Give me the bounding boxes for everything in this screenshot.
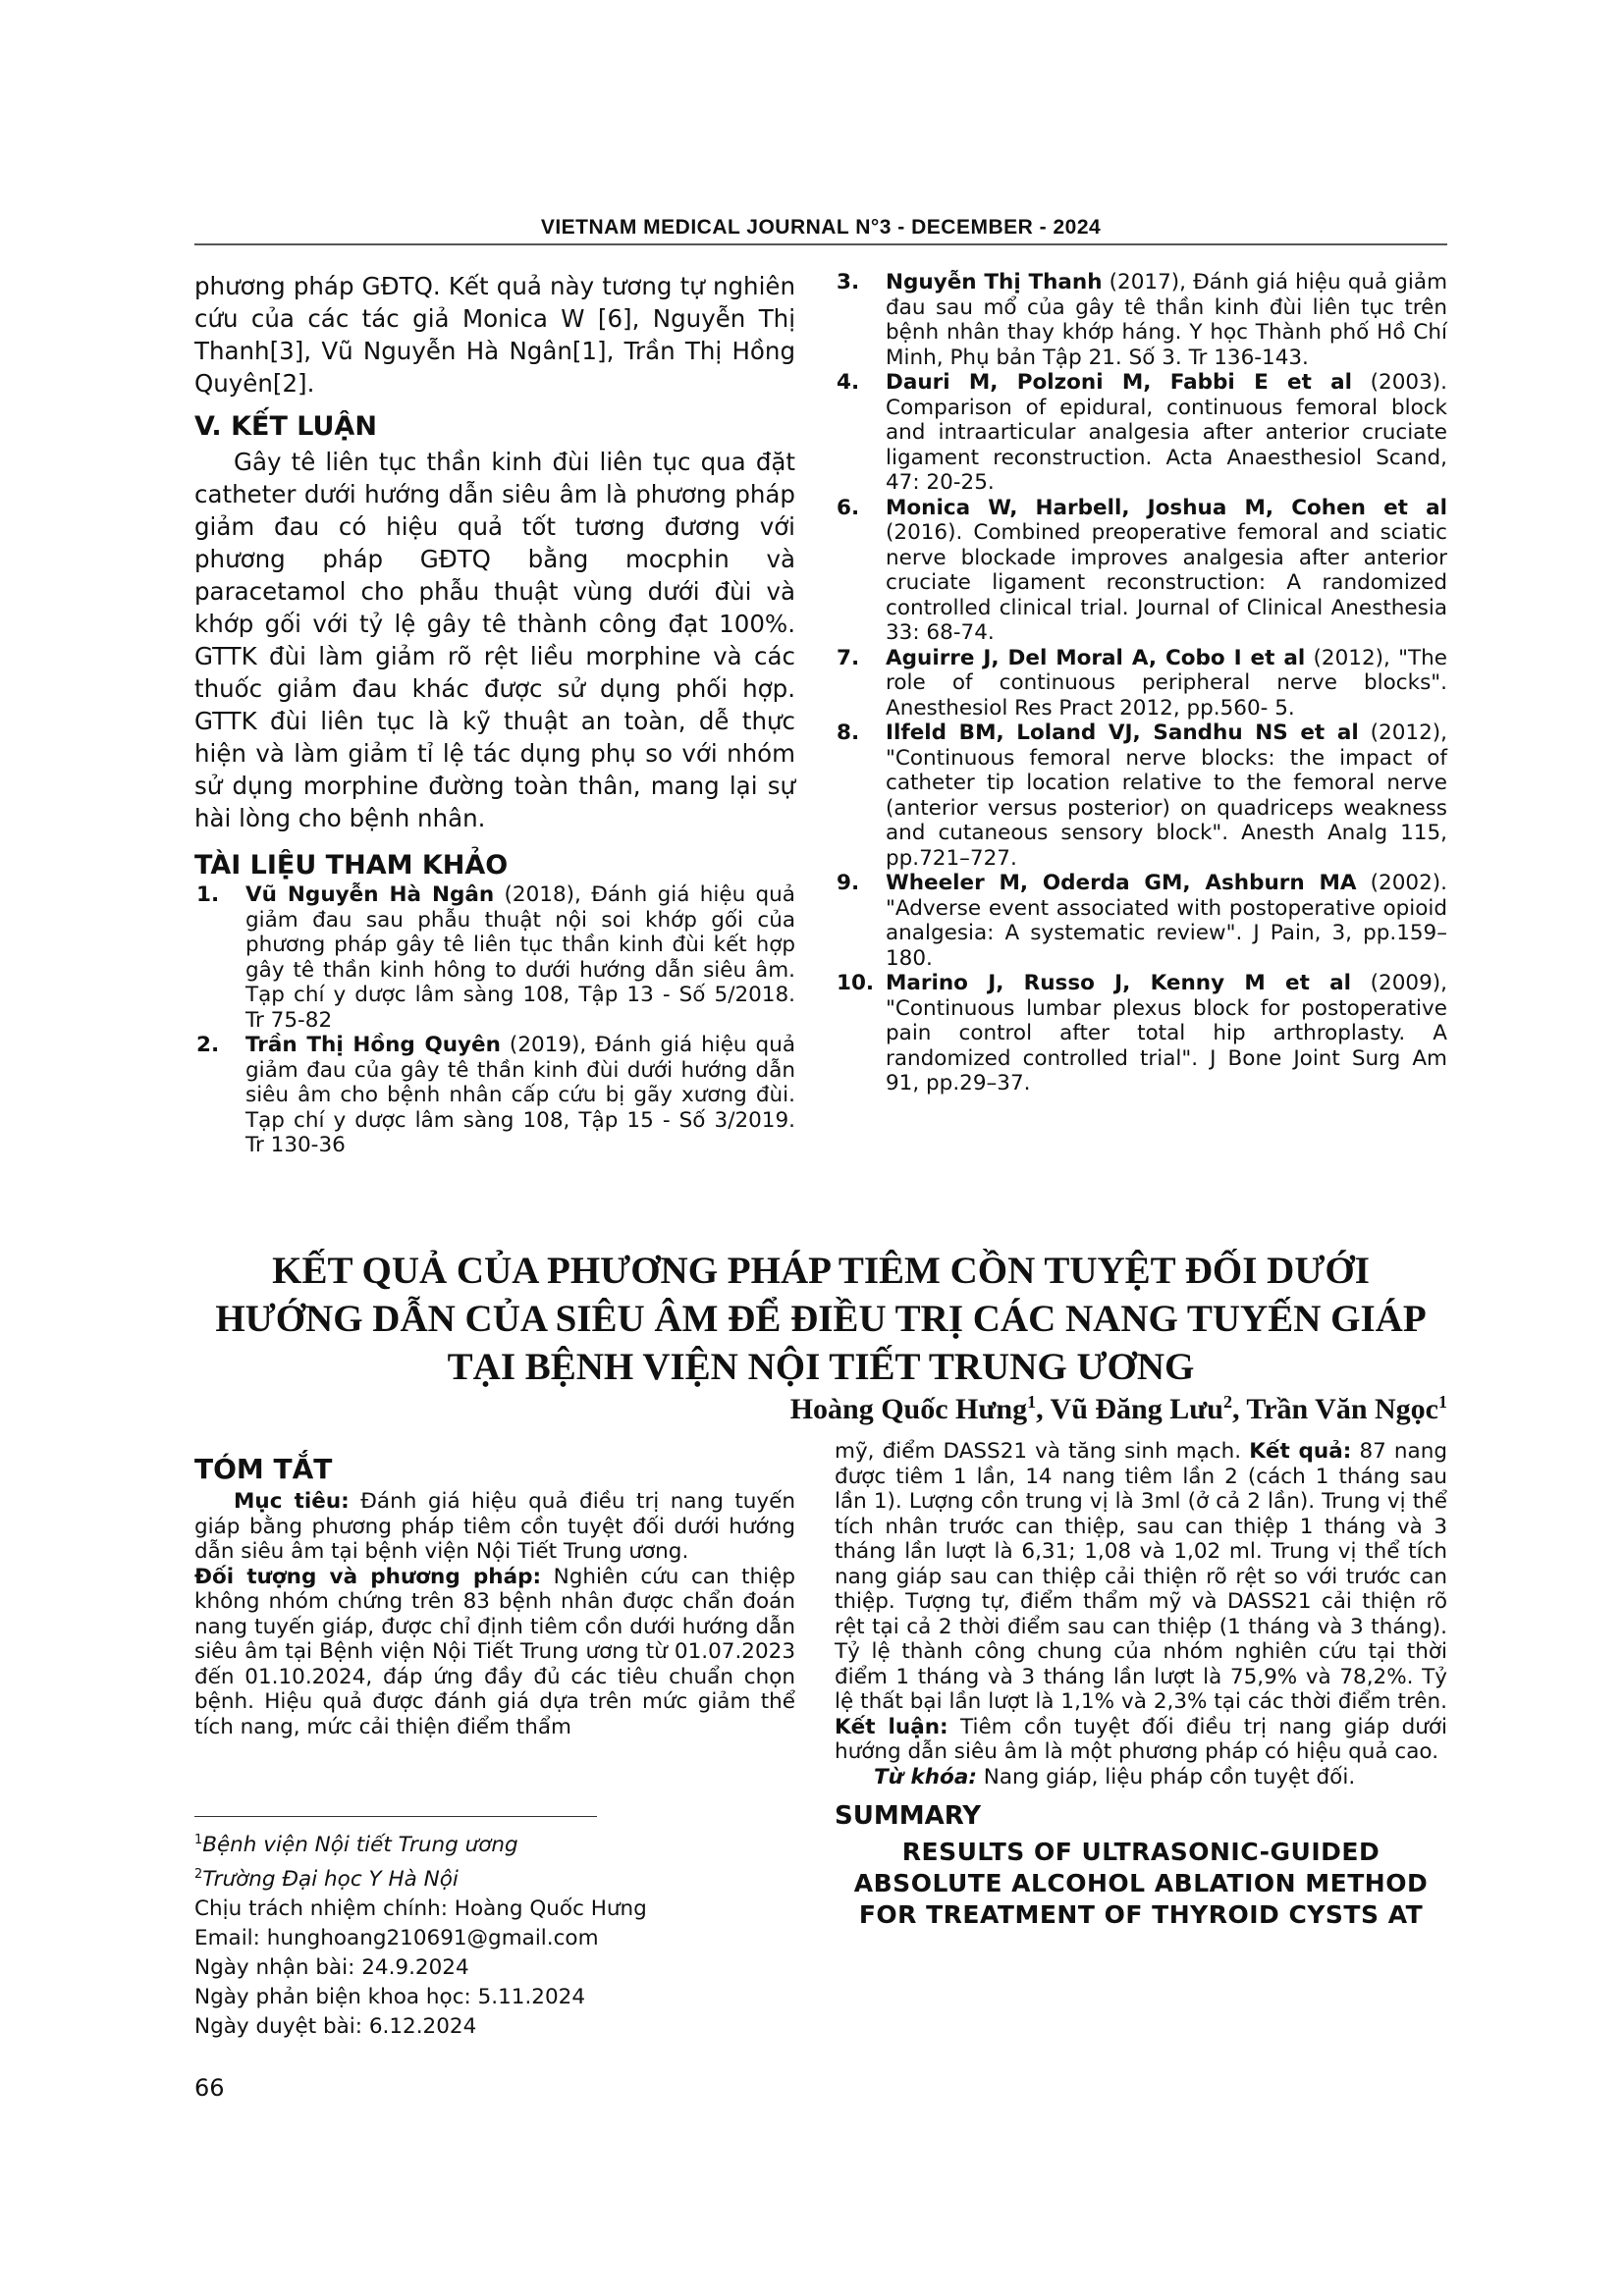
author-name: Trần Văn Ngọc [1246, 1393, 1438, 1425]
article-title-line: KẾT QUẢ CỦA PHƯƠNG PHÁP TIÊM CỒN TUYỆT ĐỐI DƯỚI [272, 1250, 1370, 1292]
abstract-label: Đối tượng và phương pháp: [194, 1564, 542, 1589]
abstract-heading: TÓM TẮT [194, 1453, 333, 1485]
reference-text: (2012), "Continuous femoral nerve blocks: the impact of catheter tip location relative to the femoral nerve (anterior versus posterior) on quadriceps weakness and cutaneous sensory block". Anesth Analg 115, pp.721–727. [886, 721, 1447, 871]
author-affiliation-mark: 1 [1438, 1392, 1447, 1412]
reference-text: (2003). Comparison of epidural, continuous femoral block and intraarticular analgesia after anterior cruciate ligament reconstruction. Acta Anaesthesiol Scand, 47: 20-25. [886, 370, 1447, 495]
reference-item [835, 496, 1447, 646]
abstract-label: Kết quả: [1249, 1439, 1352, 1464]
author-separator: , [1036, 1393, 1051, 1425]
author-list [790, 1392, 1447, 1426]
summary-title-line: ABSOLUTE ALCOHOL ABLATION METHOD [853, 1869, 1429, 1897]
reference-item [835, 270, 1447, 370]
reference-number: 6. [837, 495, 860, 520]
summary-title-line: FOR TREATMENT OF THYROID CYSTS AT [858, 1900, 1424, 1929]
summary-title [835, 1837, 1447, 1931]
abstract-results [835, 1439, 1447, 1765]
footnotes [194, 1826, 647, 2042]
conclusion-text: Gây tê liên tục thần kinh đùi liên tục qua đặt catheter dưới hướng dẫn siêu âm là phương pháp giảm đau có hiệu quả tốt tương đương với phương pháp GĐTQ bằng mocphin và paracetamol cho phẫu thuật vùng dưới đùi và khớp gối với tỷ lệ gây tê thành công đạt 100%. GTTK đùi làm giảm rõ rệt liều morphine và các thuốc giảm đau khác được sử dụng phối hợp. GTTK đùi liên tục là kỹ thuật an toàn, dễ thực hiện và làm giảm tỉ lệ tác dụng phụ so với nhóm sử dụng morphine đường toàn thân, mang lại sự hài lòng cho bệnh nhân. [194, 448, 795, 832]
summary-heading: SUMMARY [835, 1801, 982, 1831]
abstract-objective [194, 1489, 795, 1565]
author-name: Vũ Đăng Lưu [1050, 1393, 1223, 1425]
reference-text: (2012), "The role of continuous peripheral nerve blocks". Anesthesiol Res Pract 2012, pp.560- 5. [886, 645, 1448, 721]
reference-author: Trần Thị Hồng Quyên [245, 1033, 501, 1057]
author-affiliation-mark: 2 [1222, 1392, 1232, 1412]
summary-title-line: RESULTS OF ULTRASONIC-GUIDED [901, 1838, 1380, 1866]
author-affiliation-mark: 1 [1027, 1392, 1037, 1412]
corresponding-email: Email: hunghoang210691@gmail.com [194, 1926, 599, 1951]
abstract-label: Từ khóa: [874, 1764, 977, 1789]
reference-author: Aguirre J, Del Moral A, Cobo I et al [886, 645, 1306, 670]
abstract-text: 87 nang được tiêm 1 lần, 14 nang tiêm lần 2 (cách 1 tháng sau lần 1). Lượng cồn trung vị là 3ml (ở cả 2 lần). Trung vị thể tích nhân trước can thiệp, sau can thiệp 1 tháng và 3 tháng lần lượt là 6,31; 1,08 và 1,02 ml. Trung vị thể tích nang giáp sau can thiệp cải thiện rõ rệt so với trước can thiệp. Tượng tự, điểm thẩm mỹ và DASS21 cải thiện rõ rệt tại cả 2 thời điểm sau can thiệp (1 tháng và 3 tháng). Tỷ lệ thành công chung của nhóm nghiên cứu tại thời điểm 1 tháng và 3 tháng lần lượt là 75,9% và 78,2%. Tỷ lệ thất bại lần lượt là 1,1% và 2,3% tại các thời điểm trên. [835, 1439, 1447, 1714]
abstract-methods [194, 1565, 795, 1740]
journal-header: VIETNAM MEDICAL JOURNAL N°3 - DECEMBER - 2024 [540, 216, 1102, 239]
reference-number: 3. [837, 270, 860, 294]
reference-item [194, 1033, 795, 1158]
footnote-mark: 2 [194, 1867, 203, 1883]
reference-author: Vũ Nguyễn Hà Ngân [245, 882, 495, 907]
reference-number: 2. [196, 1033, 220, 1057]
corresponding-author: Chịu trách nhiệm chính: Hoàng Quốc Hưng [194, 1896, 647, 1922]
reference-item [835, 370, 1447, 496]
reference-item [835, 646, 1447, 721]
page-number: 66 [194, 2074, 225, 2102]
reference-text: (2016). Combined preoperative femoral and sciatic nerve blockade improves analgesia after anterior cruciate ligament reconstruction: A randomized controlled clinical trial. Journal of Clinical Anesthesia 33: 68-74. [886, 520, 1447, 645]
reference-author: Monica W, Harbell, Joshua M, Cohen et al [886, 495, 1447, 520]
reference-author: Ilfeld BM, Loland VJ, Sandhu NS et al [886, 721, 1359, 745]
header-rule [194, 243, 1447, 245]
affiliation-2 [194, 1860, 647, 1895]
abstract-right [835, 1439, 1447, 1931]
conclusion-heading: V. KẾT LUẬN [194, 411, 377, 442]
reference-text: (2002). "Adverse event associated with postoperative opioid analgesia: A systematic review". J Pain, 3, pp.159–180. [886, 871, 1447, 971]
affiliation-1 [194, 1826, 647, 1860]
abstract-text: Tiêm cồn tuyệt đối điều trị nang giáp dưới hướng dẫn siêu âm là một phương pháp có hiệu quả cao. [835, 1714, 1448, 1764]
footnote-mark: 1 [194, 1833, 203, 1847]
abstract-text: mỹ, điểm DASS21 và tăng sinh mạch. [835, 1439, 1250, 1464]
references-heading: TÀI LIỆU THAM KHẢO [194, 850, 509, 881]
reference-text: (2009), "Continuous lumbar plexus block for postoperative pain control after total hip arthroplasty. A randomized controlled trial". J Bone Joint Surg Am 91, pp.29–37. [886, 971, 1447, 1095]
abstract-label: Mục tiêu: [234, 1489, 350, 1514]
date-accepted: Ngày duyệt bài: 6.12.2024 [194, 2014, 477, 2040]
reference-number: 9. [837, 871, 860, 895]
reference-item [835, 871, 1447, 971]
left-column-top [194, 270, 795, 1158]
reference-item [835, 971, 1447, 1096]
author-separator: , [1231, 1393, 1247, 1425]
footnote-rule [194, 1816, 597, 1817]
footnote-text: Bệnh viện Nội tiết Trung ương [202, 1833, 518, 1858]
references-left [194, 882, 795, 1158]
reference-author: Marino J, Russo J, Kenny M et al [886, 971, 1352, 995]
abstract-text: Đánh giá hiệu quả điều trị nang tuyến giáp bằng phương pháp tiêm cồn tuyệt đối dưới hướng dẫn siêu âm tại bệnh viện Nội Tiết Trung ương. [194, 1489, 795, 1564]
references-right [835, 270, 1447, 1096]
abstract-text: Nang giáp, liệu pháp cồn tuyệt đối. [976, 1764, 1356, 1789]
reference-text: (2017), Đánh giá hiệu quả giảm đau sau mổ của gây tê thần kinh đùi liên tục trên bệnh nhân thay khớp háng. Y học Thành phố Hồ Chí Minh, Phụ bản Tập 21. Số 3. Tr 136-143. [886, 270, 1448, 370]
reference-number: 1. [196, 882, 220, 907]
abstract-label: Kết luận: [835, 1714, 948, 1739]
reference-number: 10. [837, 971, 875, 995]
abstract-text: Nghiên cứu can thiệp không nhóm chứng trên 83 bệnh nhân được chẩn đoán nang tuyến giáp, được chỉ định tiêm cồn dưới hướng dẫn siêu âm tại Bệnh viện Nội Tiết Trung ương từ 01.07.2023 đến 01.10.2024, đáp ứng đầy đủ các tiêu chuẩn chọn bệnh. Hiệu quả được đánh giá dựa trên mức giảm thể tích nang, mức cải thiện điểm thẩm [194, 1564, 795, 1739]
right-column-references [835, 270, 1447, 1096]
author-name: Hoàng Quốc Hưng [789, 1393, 1028, 1425]
article-title-line: HƯỚNG DẪN CỦA SIÊU ÂM ĐỂ ĐIỀU TRỊ CÁC NANG TUYẾN GIÁP [215, 1298, 1427, 1340]
reference-author: Dauri M, Polzoni M, Fabbi E et al [886, 370, 1353, 395]
reference-item [835, 721, 1447, 871]
date-reviewed: Ngày phản biện khoa học: 5.11.2024 [194, 1985, 586, 2010]
abstract-left [194, 1453, 795, 1739]
reference-text: (2018), Đánh giá hiệu quả giảm đau sau phẫu thuật nội soi khớp gối của phương pháp gây tê liên tục thần kinh đùi kết hợp gây tê thần kinh hông to dưới hướng dẫn siêu âm. Tạp chí y dược lâm sàng 108, Tập 13 - Số 5/2018. Tr 75-82 [245, 882, 795, 1033]
discussion-continuation: phương pháp GĐTQ. Kết quả này tương tự nghiên cứu của các tác giả Monica W [6], Nguyễn Thị Thanh[3], Vũ Nguyễn Hà Ngân[1], Trần Thị Hồng Quyên[2]. [194, 272, 795, 398]
reference-author: Wheeler M, Oderda GM, Ashburn MA [886, 871, 1357, 895]
abstract-keywords [835, 1765, 1447, 1790]
reference-author: Nguyễn Thị Thanh [886, 270, 1103, 294]
reference-number: 4. [837, 370, 860, 395]
reference-number: 7. [837, 645, 860, 670]
reference-number: 8. [837, 721, 860, 745]
reference-item [194, 882, 795, 1033]
reference-text: (2019), Đánh giá hiệu quả giảm đau của gây tê thần kinh đùi dưới hướng dẫn siêu âm cho bệnh nhân cấp cứu bị gãy xương đùi. Tạp chí y dược lâm sàng 108, Tập 15 - Số 3/2019. Tr 130-36 [245, 1033, 795, 1157]
article-title-line: TẠI BỆNH VIỆN NỘI TIẾT TRUNG ƯƠNG [447, 1346, 1195, 1388]
footnote-text: Trường Đại học Y Hà Nội [202, 1867, 459, 1893]
article-title [194, 1247, 1447, 1391]
date-received: Ngày nhận bài: 24.9.2024 [194, 1955, 469, 1981]
